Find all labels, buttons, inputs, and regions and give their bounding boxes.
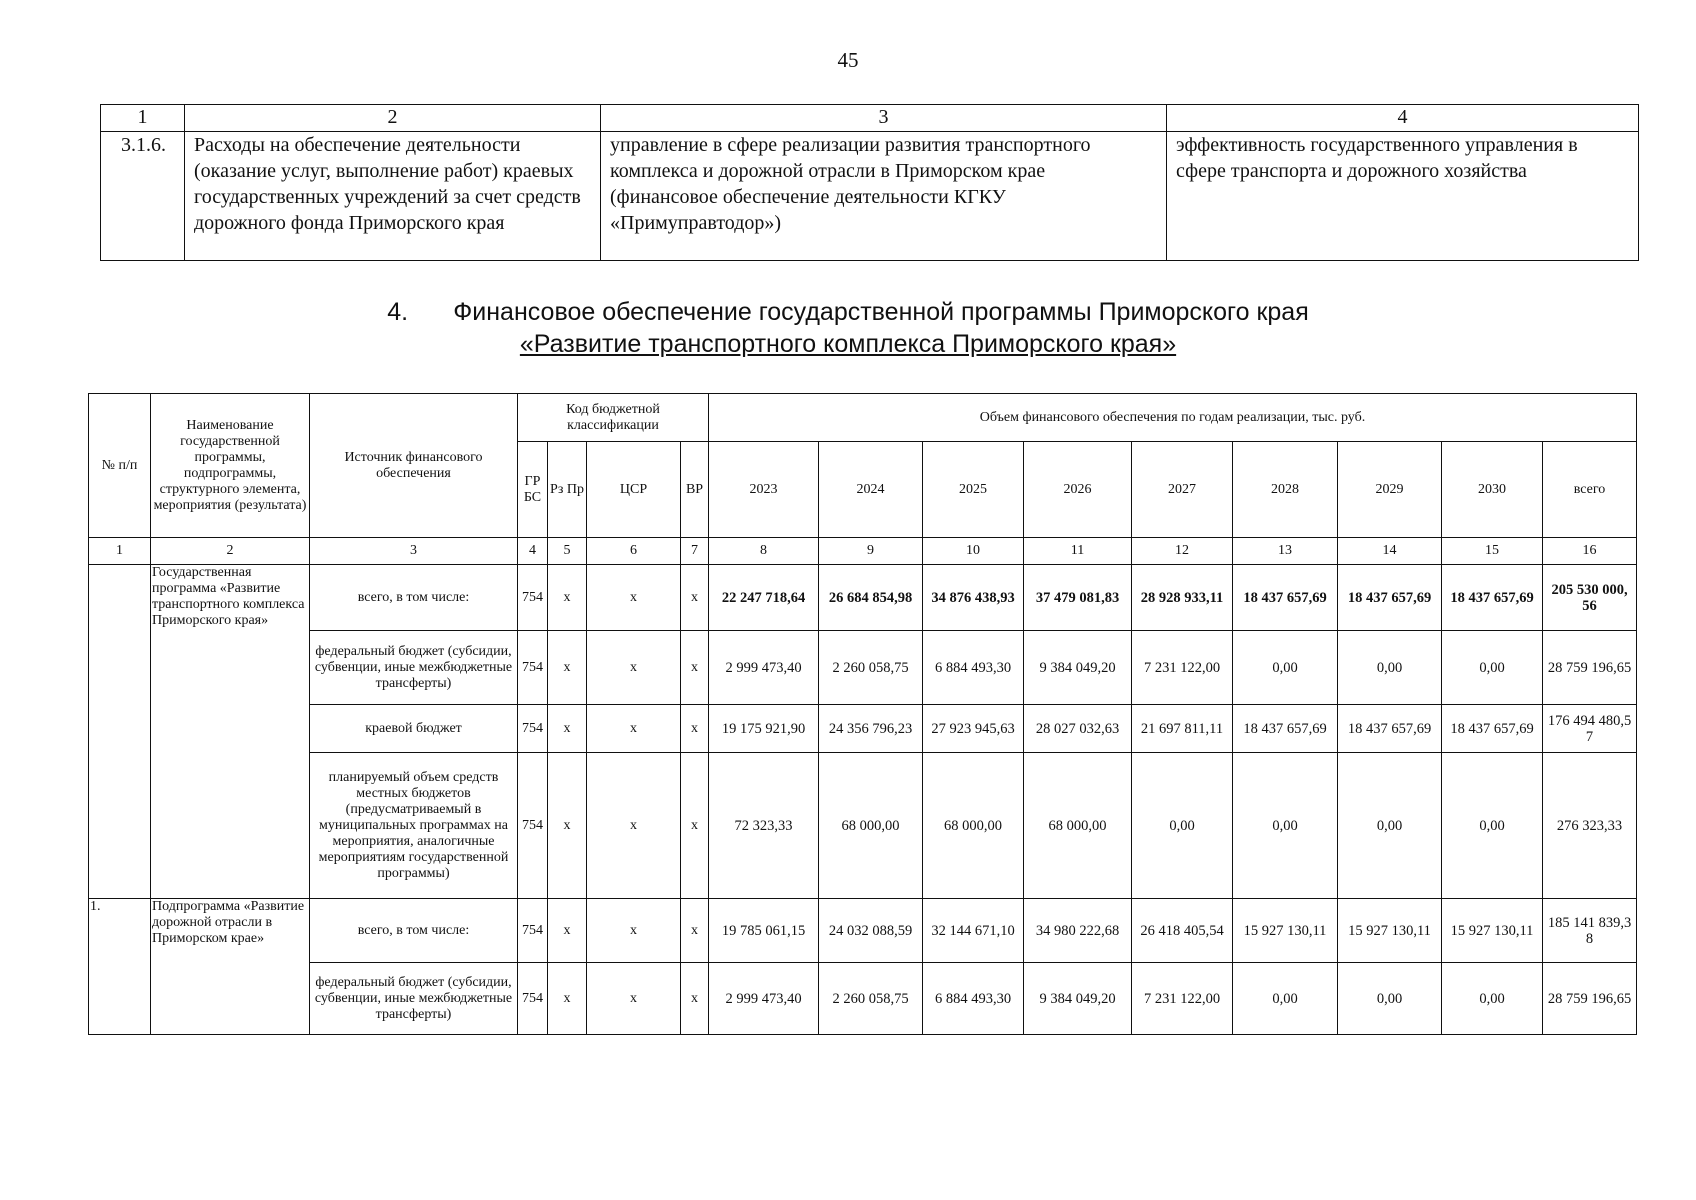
column-number: 6: [587, 538, 681, 565]
column-number: 16: [1543, 538, 1637, 565]
year-value: 0,00: [1132, 753, 1233, 899]
rzpr-code: х: [548, 963, 587, 1035]
vr-code: х: [681, 963, 709, 1035]
grbs-code: 754: [518, 899, 548, 963]
column-number: 1: [89, 538, 151, 565]
header-name: Наименование государственной программы, подпрограммы, структурного элемента, мероприятия (результата): [151, 394, 310, 538]
column-number: 15: [1442, 538, 1543, 565]
header-volume-group: Объем финансового обеспечения по годам реализации, тыс. руб.: [709, 394, 1637, 442]
measure-direction: управление в сфере реализации развития транспортного комплекса и дорожной отрасли в Приморском крае (финансовое обеспечение деятельности КГКУ «Примуправтодор»): [601, 132, 1167, 261]
column-number: 5: [548, 538, 587, 565]
year-value: 0,00: [1233, 963, 1338, 1035]
year-value: 18 437 657,69: [1233, 705, 1338, 753]
vr-code: х: [681, 565, 709, 631]
header-year: 2026: [1024, 442, 1132, 538]
funding-source: всего, в том числе:: [310, 899, 518, 963]
column-number: 3: [310, 538, 518, 565]
year-value: 27 923 945,63: [923, 705, 1024, 753]
column-number: 13: [1233, 538, 1338, 565]
year-value: 26 684 854,98: [819, 565, 923, 631]
funding-source: федеральный бюджет (субсидии, субвенции, иные межбюджетные трансферты): [310, 631, 518, 705]
csr-code: х: [587, 963, 681, 1035]
year-value: 24 032 088,59: [819, 899, 923, 963]
year-value: 26 418 405,54: [1132, 899, 1233, 963]
year-value: 2 260 058,75: [819, 963, 923, 1035]
total-value: 28 759 196,65: [1543, 963, 1637, 1035]
measure-number: 3.1.6.: [101, 132, 185, 261]
year-value: 21 697 811,11: [1132, 705, 1233, 753]
funding-source: федеральный бюджет (субсидии, субвенции, иные межбюджетные трансферты): [310, 963, 518, 1035]
column-number: 9: [819, 538, 923, 565]
table-row: [101, 132, 1639, 261]
year-value: 0,00: [1338, 963, 1442, 1035]
header-num: № п/п: [89, 394, 151, 538]
year-value: 15 927 130,11: [1338, 899, 1442, 963]
year-value: 34 876 438,93: [923, 565, 1024, 631]
table-row: [89, 899, 1637, 963]
year-value: 2 999 473,40: [709, 963, 819, 1035]
year-value: 7 231 122,00: [1132, 631, 1233, 705]
grbs-code: 754: [518, 963, 548, 1035]
column-number: 7: [681, 538, 709, 565]
section-title: Финансовое обеспечение государственной программы Приморского края: [453, 298, 1309, 326]
header-csr: ЦСР: [587, 442, 681, 538]
rzpr-code: х: [548, 705, 587, 753]
header-year: 2028: [1233, 442, 1338, 538]
year-value: 15 927 130,11: [1442, 899, 1543, 963]
csr-code: х: [587, 631, 681, 705]
header-vr: ВР: [681, 442, 709, 538]
column-number: 14: [1338, 538, 1442, 565]
year-value: 72 323,33: [709, 753, 819, 899]
year-value: 0,00: [1233, 631, 1338, 705]
column-number: 3: [601, 105, 1167, 132]
year-value: 18 437 657,69: [1442, 565, 1543, 631]
total-value: 185 141 839,3 8: [1543, 899, 1637, 963]
year-value: 68 000,00: [923, 753, 1024, 899]
year-value: 18 437 657,69: [1442, 705, 1543, 753]
year-value: 18 437 657,69: [1338, 705, 1442, 753]
page-number: 45: [837, 48, 859, 72]
csr-code: х: [587, 705, 681, 753]
csr-code: х: [587, 565, 681, 631]
rzpr-code: х: [548, 753, 587, 899]
rzpr-code: х: [548, 631, 587, 705]
year-value: 2 999 473,40: [709, 631, 819, 705]
total-value: 28 759 196,65: [1543, 631, 1637, 705]
year-value: 0,00: [1338, 753, 1442, 899]
grbs-code: 754: [518, 705, 548, 753]
year-value: 32 144 671,10: [923, 899, 1024, 963]
year-value: 9 384 049,20: [1024, 631, 1132, 705]
grbs-code: 754: [518, 631, 548, 705]
header-source: Источник финансового обеспечения: [310, 394, 518, 538]
column-number: 10: [923, 538, 1024, 565]
header-year: 2030: [1442, 442, 1543, 538]
year-value: 15 927 130,11: [1233, 899, 1338, 963]
section-heading: [0, 296, 1696, 360]
grbs-code: 754: [518, 565, 548, 631]
year-value: 37 479 081,83: [1024, 565, 1132, 631]
row-number: 1.: [89, 899, 151, 1035]
column-number: 2: [151, 538, 310, 565]
funding-source: планируемый объем средств местных бюджетов (предусматриваемый в муниципальных программах на мероприятия, аналогичные мероприятиям государственной программы): [310, 753, 518, 899]
year-value: 0,00: [1233, 753, 1338, 899]
rzpr-code: х: [548, 565, 587, 631]
header-year: 2029: [1338, 442, 1442, 538]
program-name: Государственная программа «Развитие транспортного комплекса Приморского края»: [151, 565, 310, 899]
section-subtitle: «Развитие транспортного комплекса Приморского края»: [519, 330, 1177, 358]
year-value: 9 384 049,20: [1024, 963, 1132, 1035]
funding-source: всего, в том числе:: [310, 565, 518, 631]
total-value: 205 530 000, 56: [1543, 565, 1637, 631]
header-year: 2025: [923, 442, 1024, 538]
header-year: 2024: [819, 442, 923, 538]
funding-source: краевой бюджет: [310, 705, 518, 753]
year-value: 0,00: [1442, 631, 1543, 705]
grbs-code: 754: [518, 753, 548, 899]
year-value: 2 260 058,75: [819, 631, 923, 705]
table-row: [89, 705, 1637, 753]
year-value: 0,00: [1442, 753, 1543, 899]
csr-code: х: [587, 753, 681, 899]
year-value: 0,00: [1338, 631, 1442, 705]
column-number: 4: [1167, 105, 1639, 132]
table-row: [89, 753, 1637, 899]
vr-code: х: [681, 753, 709, 899]
header-grbs: ГР БС: [518, 442, 548, 538]
column-number: 11: [1024, 538, 1132, 565]
total-value: 176 494 480,5 7: [1543, 705, 1637, 753]
year-value: 6 884 493,30: [923, 631, 1024, 705]
section-number: 4.: [387, 298, 409, 326]
column-numbers-row: [89, 538, 1637, 565]
column-number: 1: [101, 105, 185, 132]
year-value: 24 356 796,23: [819, 705, 923, 753]
header-rzpr: Рз Пр: [548, 442, 587, 538]
year-value: 68 000,00: [1024, 753, 1132, 899]
header-code-group: Код бюджетной классификации: [518, 394, 709, 442]
table-row: [89, 631, 1637, 705]
program-name: Подпрограмма «Развитие дорожной отрасли в Приморском крае»: [151, 899, 310, 1035]
vr-code: х: [681, 705, 709, 753]
financing-table: [88, 393, 1637, 1035]
total-value: 276 323,33: [1543, 753, 1637, 899]
vr-code: х: [681, 631, 709, 705]
measures-table-header: [101, 105, 1639, 132]
year-value: 22 247 718,64: [709, 565, 819, 631]
column-number: 4: [518, 538, 548, 565]
column-number: 2: [185, 105, 601, 132]
header-year: 2023: [709, 442, 819, 538]
row-number: [89, 565, 151, 899]
year-value: 28 928 933,11: [1132, 565, 1233, 631]
measure-name: Расходы на обеспечение деятельности (оказание услуг, выполнение работ) краевых государственных учреждений за счет средств дорожного фонда Приморского края: [185, 132, 601, 261]
year-value: 28 027 032,63: [1024, 705, 1132, 753]
year-value: 68 000,00: [819, 753, 923, 899]
year-value: 7 231 122,00: [1132, 963, 1233, 1035]
header-total: всего: [1543, 442, 1637, 538]
year-value: 34 980 222,68: [1024, 899, 1132, 963]
measure-result: эффективность государственного управления в сфере транспорта и дорожного хозяйства: [1167, 132, 1639, 261]
rzpr-code: х: [548, 899, 587, 963]
financing-header-row: [89, 394, 1637, 442]
year-value: 18 437 657,69: [1233, 565, 1338, 631]
year-value: 6 884 493,30: [923, 963, 1024, 1035]
column-number: 8: [709, 538, 819, 565]
measures-table: [100, 104, 1639, 261]
year-value: 19 175 921,90: [709, 705, 819, 753]
column-number: 12: [1132, 538, 1233, 565]
csr-code: х: [587, 899, 681, 963]
year-value: 19 785 061,15: [709, 899, 819, 963]
vr-code: х: [681, 899, 709, 963]
table-row: [89, 963, 1637, 1035]
header-year: 2027: [1132, 442, 1233, 538]
year-value: 18 437 657,69: [1338, 565, 1442, 631]
table-row: [89, 565, 1637, 631]
year-value: 0,00: [1442, 963, 1543, 1035]
